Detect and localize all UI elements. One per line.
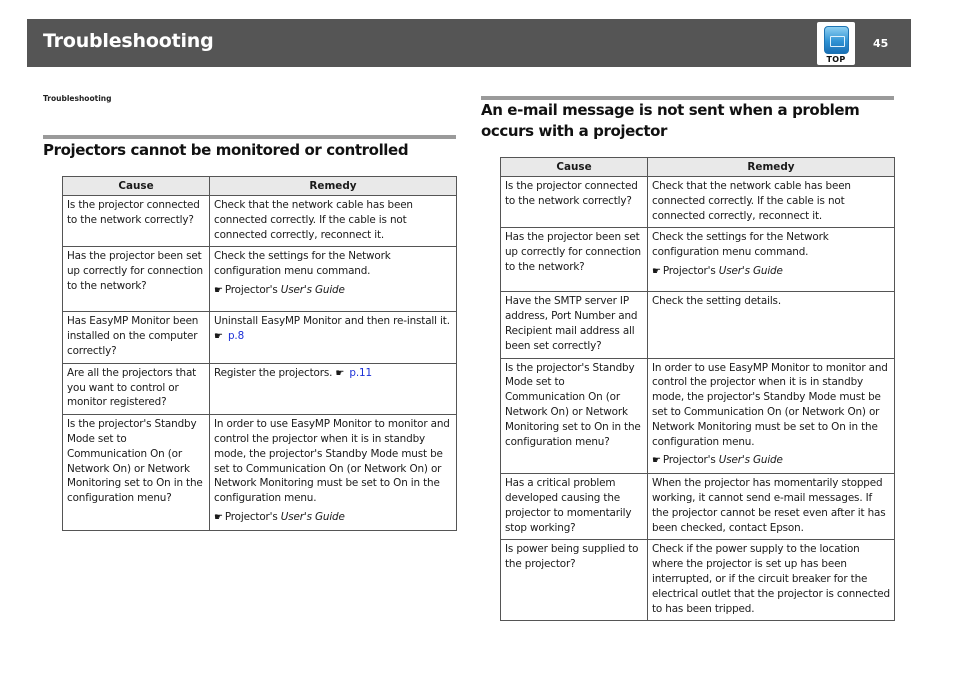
column-header-remedy: Remedy: [648, 158, 895, 177]
table-row: [501, 358, 895, 474]
remedy-cell: [648, 228, 895, 292]
reference-guide-title: User's Guide: [718, 264, 783, 277]
page-title: Troubleshooting: [43, 30, 214, 52]
remedy-cell: [210, 312, 457, 363]
remedy-cell: [648, 540, 895, 621]
reference-line: [214, 283, 452, 299]
reference-line: [214, 510, 452, 526]
cause-cell: Have the SMTP server IP address, Port Number and Recipient mail address all been set correctly?: [501, 292, 648, 358]
table-header-row: [501, 158, 895, 177]
reference-guide-title: User's Guide: [280, 283, 345, 296]
remedy-text: Uninstall EasyMP Monitor and then re-install it.: [214, 315, 450, 328]
table-row: [501, 228, 895, 292]
cause-cell: Has the projector been set up correctly for connection to the network?: [63, 247, 210, 312]
projector-screen-icon: [824, 26, 849, 54]
reference-prefix: Projector's: [224, 510, 281, 523]
top-button[interactable]: [817, 22, 855, 65]
remedy-text: Register the projectors.: [214, 366, 333, 379]
remedy-text: Check the settings for the Network configuration menu command.: [652, 231, 829, 259]
table-row: [63, 196, 457, 247]
remedy-text: In order to use EasyMP Monitor to monitor and control the projector when it is in standby mode, the projector's Standby Mode must be set to Communication On (or Network On) or Network Monitoring must be set to On in the configuration menu.: [652, 361, 888, 448]
reference-prefix: Projector's: [224, 283, 281, 296]
header-bar: [27, 19, 911, 67]
reference-prefix: Projector's: [662, 264, 719, 277]
reference-line: [214, 329, 452, 345]
troubleshooting-table: [500, 157, 895, 621]
remedy-cell: [210, 363, 457, 414]
reference-line: [652, 453, 890, 469]
remedy-text: Check if the power supply to the location where the projector is set up has been interrupted, or if the circuit breaker for the electrical outlet that the projector is connected to has been tripped.: [652, 543, 890, 615]
pointing-hand-icon: ☛: [335, 367, 345, 379]
section-divider: [43, 135, 456, 139]
remedy-text: Check the setting details.: [652, 295, 781, 308]
remedy-text: Check that the network cable has been connected correctly. If the cable is not connected correctly, reconnect it.: [214, 199, 413, 241]
remedy-cell: [648, 474, 895, 540]
section-heading: An e-mail message is not sent when a problem occurs with a projector: [481, 101, 860, 140]
pointing-hand-icon: ☛: [214, 511, 223, 523]
table-row: [63, 415, 457, 531]
cause-cell: Is the projector's Standby Mode set to Communication On (or Network On) or Network Monitoring set to On in the configuration menu?: [501, 358, 648, 474]
breadcrumb[interactable]: Troubleshooting: [43, 94, 112, 103]
cause-cell: Is power being supplied to the projector?: [501, 540, 648, 621]
cause-cell: Has the projector been set up correctly for connection to the network?: [501, 228, 648, 292]
reference-guide-title: User's Guide: [280, 510, 345, 523]
page-reference-link[interactable]: p.8: [227, 330, 245, 343]
page-reference-link[interactable]: p.11: [349, 366, 372, 379]
remedy-cell: [210, 247, 457, 312]
table-row: [501, 474, 895, 540]
pointing-hand-icon: ☛: [214, 284, 223, 296]
reference-line: [214, 366, 452, 382]
remedy-cell: [210, 415, 457, 531]
table-row: [63, 363, 457, 414]
reference-line: [652, 264, 890, 280]
column-header-cause: Cause: [63, 177, 210, 196]
pointing-hand-icon: ☛: [652, 265, 661, 277]
column-header-cause: Cause: [501, 158, 648, 177]
remedy-text: In order to use EasyMP Monitor to monitor and control the projector when it is in standby mode, the projector's Standby Mode must be set to Communication On (or Network On) or Network Monitoring must be set to On in the configuration menu.: [214, 418, 450, 505]
remedy-text: Check that the network cable has been connected correctly. If the cable is not connected correctly, reconnect it.: [652, 180, 851, 222]
table-row: [63, 247, 457, 312]
pointing-hand-icon: ☛: [652, 455, 661, 467]
table-header-row: [63, 177, 457, 196]
section-heading: Projectors cannot be monitored or controlled: [43, 141, 409, 159]
top-button-label: TOP: [826, 55, 846, 64]
page-number: 45: [873, 37, 889, 50]
remedy-cell: [648, 358, 895, 474]
reference-prefix: Projector's: [662, 454, 719, 467]
table-row: [501, 292, 895, 358]
remedy-cell: [210, 196, 457, 247]
cause-cell: Has a critical problem developed causing the projector to momentarily stop working?: [501, 474, 648, 540]
troubleshooting-table: [62, 176, 457, 531]
cause-cell: Are all the projectors that you want to control or monitor registered?: [63, 363, 210, 414]
table-row: [63, 312, 457, 363]
remedy-cell: [648, 292, 895, 358]
cause-cell: Is the projector connected to the network correctly?: [63, 196, 210, 247]
reference-guide-title: User's Guide: [718, 454, 783, 467]
table-row: [501, 540, 895, 621]
table-row: [501, 177, 895, 228]
pointing-hand-icon: ☛: [214, 331, 223, 343]
cause-cell: Has EasyMP Monitor been installed on the computer correctly?: [63, 312, 210, 363]
remedy-text: Check the settings for the Network configuration menu command.: [214, 250, 391, 278]
remedy-cell: [648, 177, 895, 228]
cause-cell: Is the projector connected to the network correctly?: [501, 177, 648, 228]
remedy-text: When the projector has momentarily stopped working, it cannot send e-mail messages. If the projector cannot be reset even after it has been checked, contact Epson.: [652, 477, 886, 534]
cause-cell: Is the projector's Standby Mode set to Communication On (or Network On) or Network Monitoring set to On in the configuration menu?: [63, 415, 210, 531]
column-header-remedy: Remedy: [210, 177, 457, 196]
